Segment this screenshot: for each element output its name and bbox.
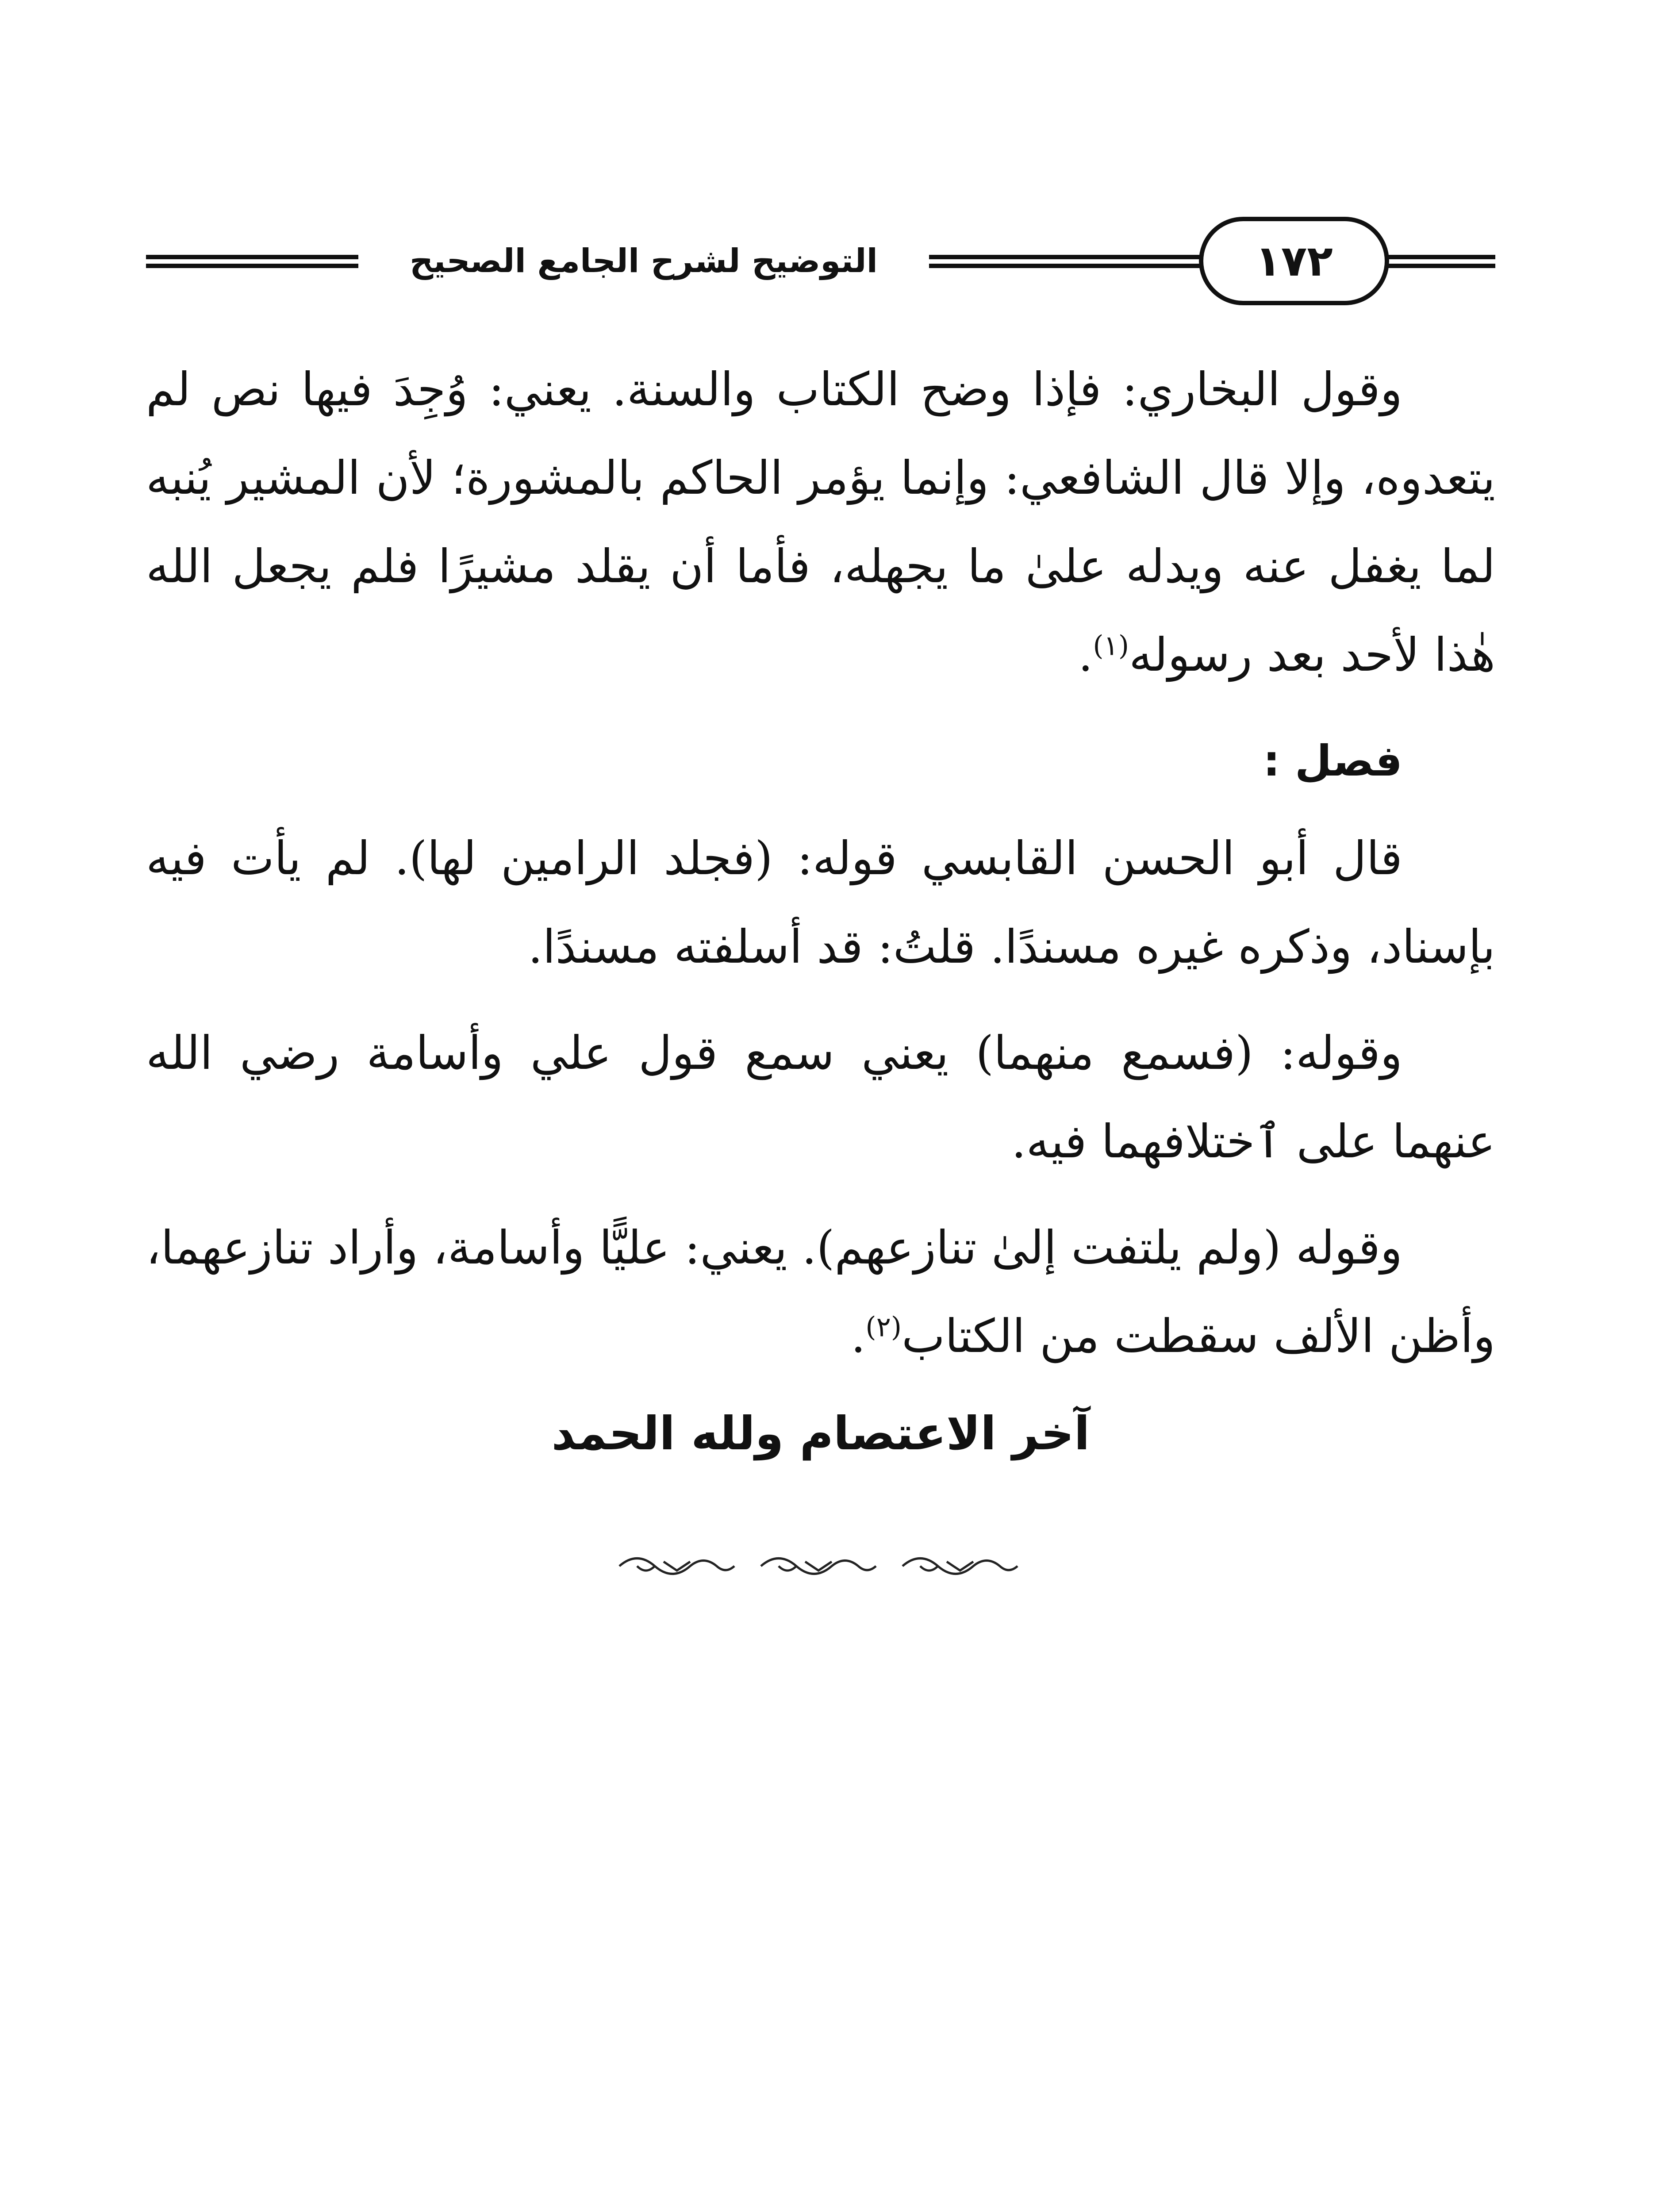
paragraph-4 (146, 1203, 1495, 1380)
ornament-divider (611, 1548, 1053, 1584)
paragraph-2: قال أبو الحسن القابسي قوله: (فجلد الرامين لها). لم يأت فيه بإسناد، وذكره غيره مسندًا. قلتُ: قد أسلفته مسندًا. (146, 831, 1495, 974)
header-title: التوضيح لشرح الجامع الصحيح (358, 239, 929, 283)
closing-line: آخر الاعتصام ولله الحمد (551, 1406, 1090, 1460)
paragraph-1-end: . (1078, 628, 1093, 682)
paragraph-4-end: . (851, 1309, 866, 1363)
paragraph-1-text: وقول البخاري: فإذا وضح الكتاب والسنة. يعني: وُجِدَ فيها نص لم يتعدوه، وإلا قال الشافعي: وإنما يؤمر الحاكم بالمشورة؛ لأن المشير يُنبه لما يغفل عنه ويدله علىٰ ما يجهله، فأما أن يقلد مشيرًا فلم يجعل الله هٰذا لأحد بعد رسوله (146, 362, 1495, 682)
footnote-ref-1: (١) (1093, 629, 1129, 662)
running-header (146, 217, 1495, 305)
paragraph-4-text: وقوله (ولم يلتفت إلىٰ تنازعهم). يعني: عليًّا وأسامة، وأراد تنازعهما، وأظن الألف سقطت من الكتاب (146, 1221, 1495, 1363)
footnote-ref-2: (٢) (865, 1310, 902, 1343)
page-number: ١٧٢ (1199, 217, 1389, 305)
body-text (146, 345, 1495, 1398)
paragraph-3: وقوله: (فسمع منهما) يعني سمع قول علي وأسامة رضي الله عنهما على ٱختلافهما فيه. (146, 1026, 1495, 1168)
paragraph-1 (146, 345, 1495, 699)
section-heading: فصل : (1263, 736, 1402, 786)
